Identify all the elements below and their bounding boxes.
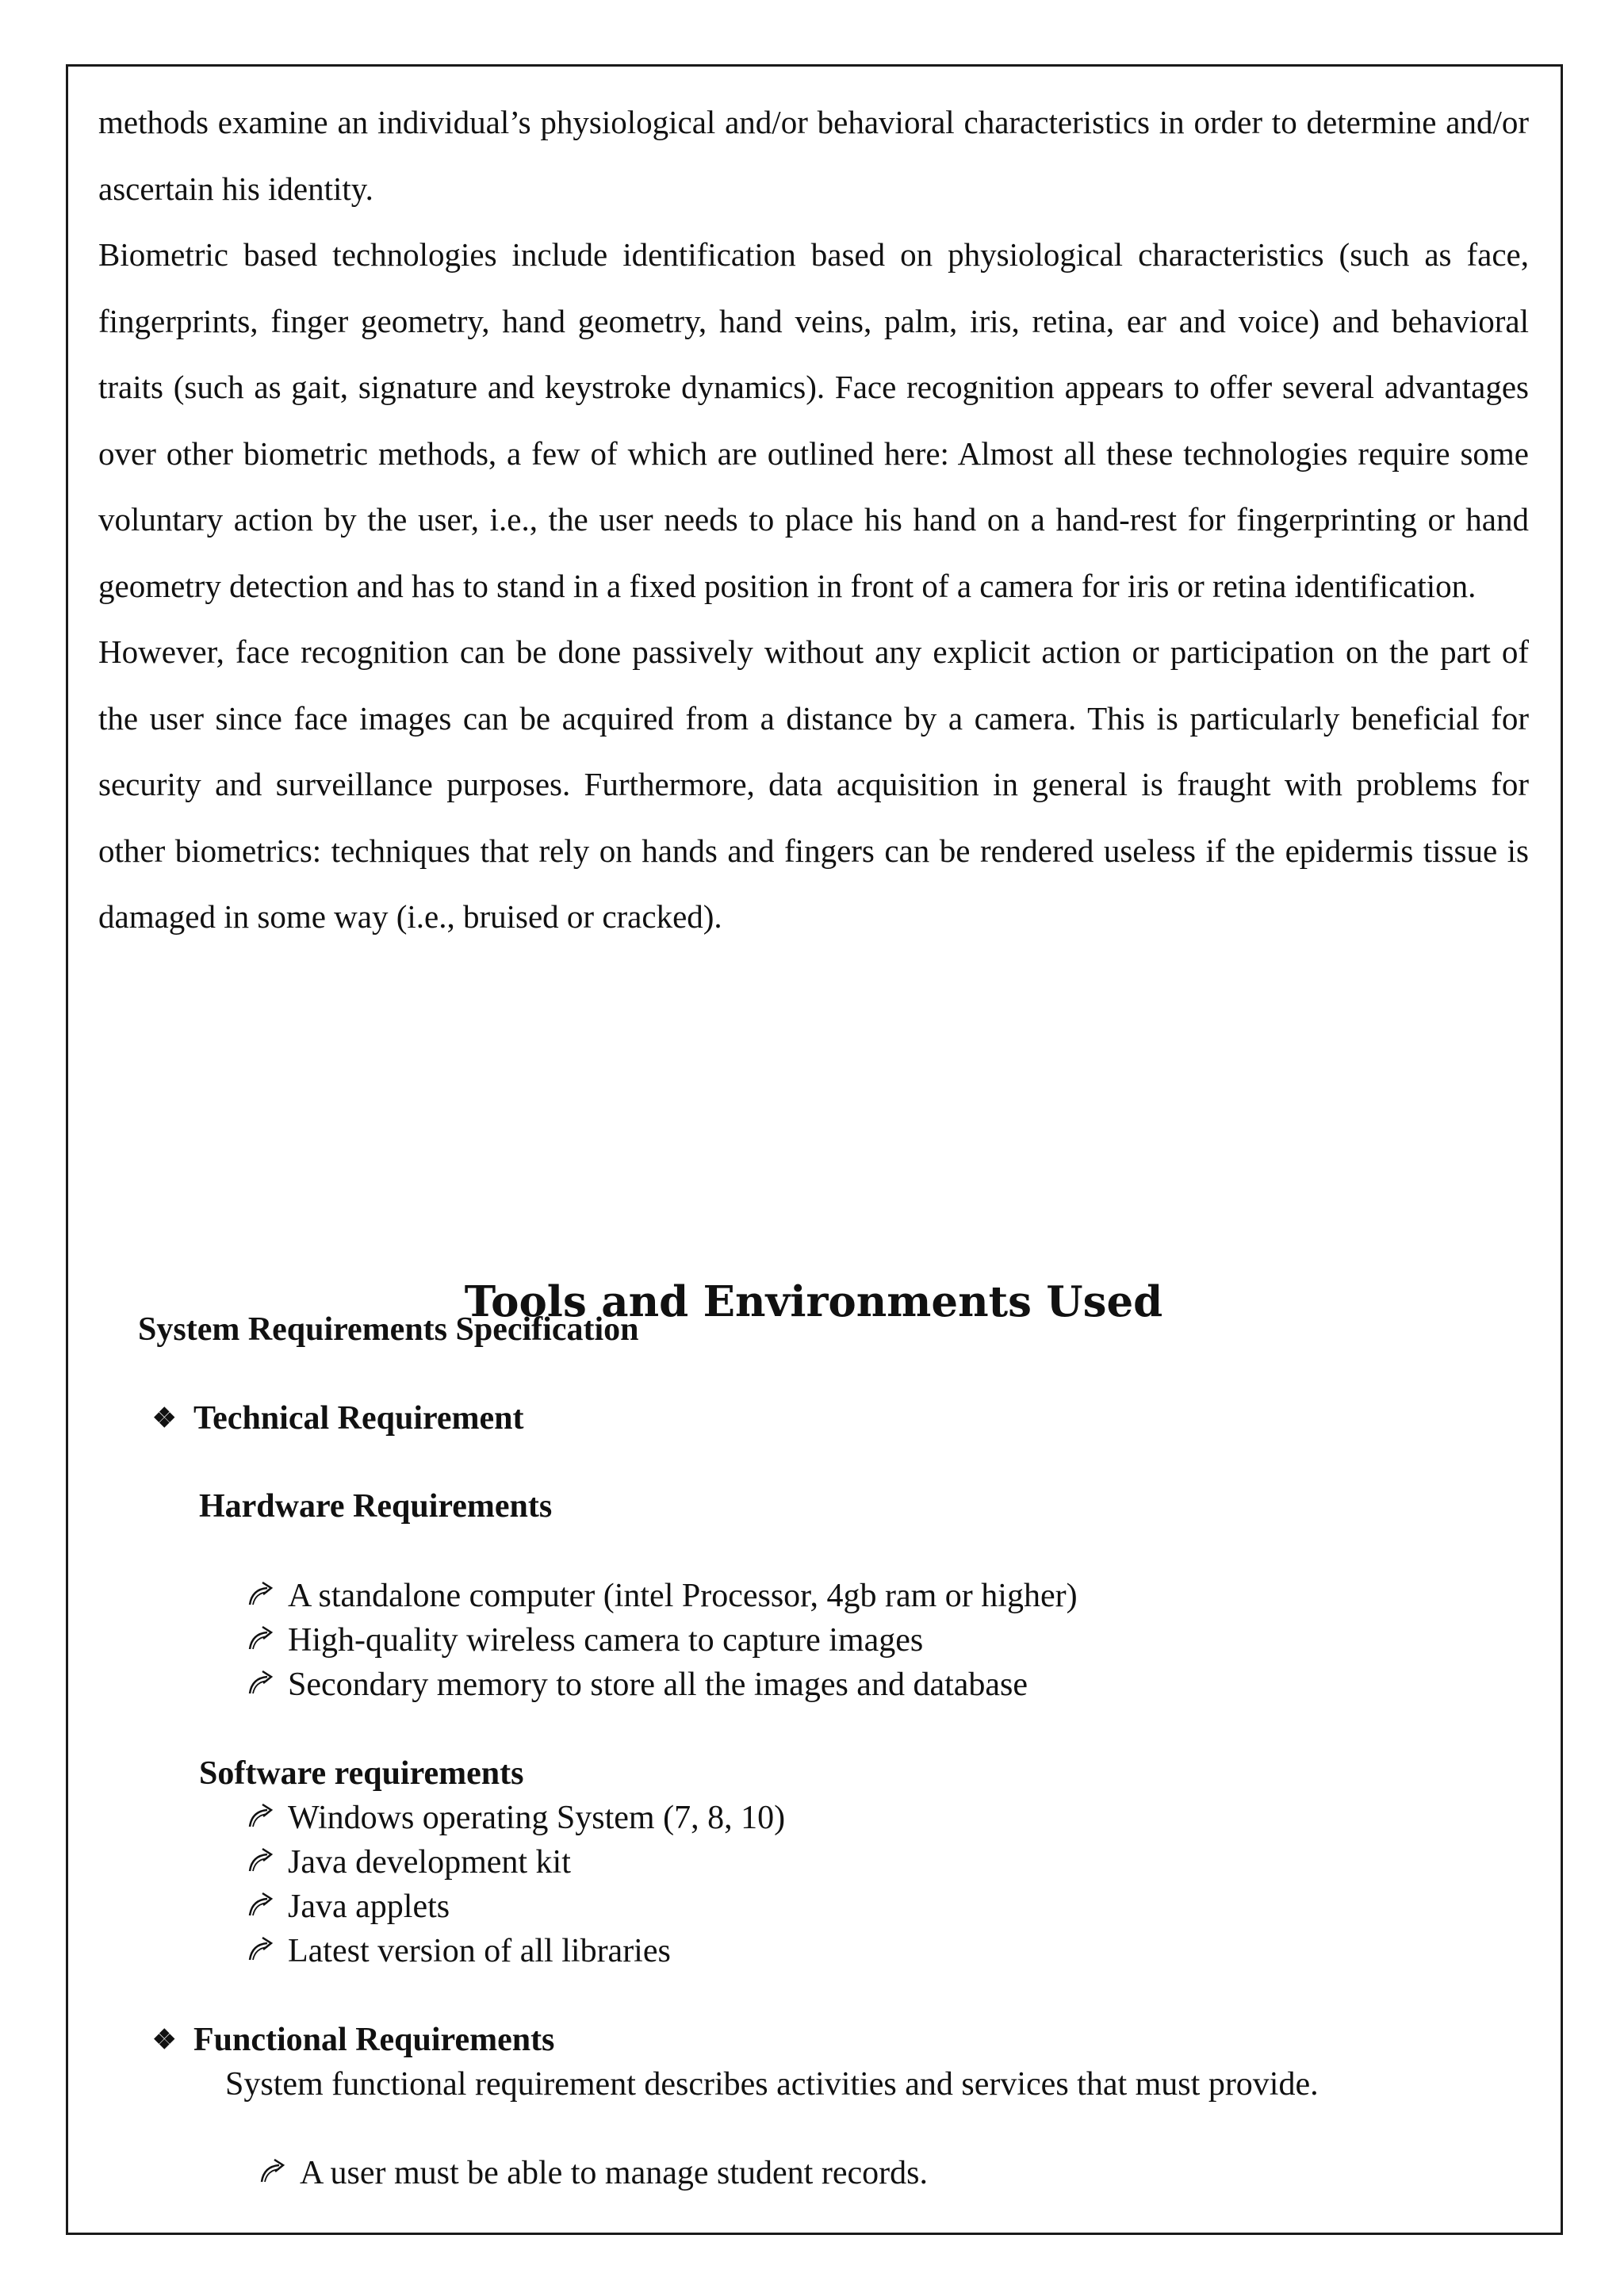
- curved-arrow-icon: [245, 1667, 288, 1698]
- paragraph-biometric: Biometric based technologies include identification based on physiological characteristics (such as face, fingerprints, finger geometry, hand geometry, hand veins, palm, iris, retina, ear and voice) and behavioral traits (such as gait, signature and keystroke dynamics). Face recognition appears to offer several advantages over other biometric methods, a few of which are outlined here: Almost all these technologies require some voluntary action by the user, i.e., the user needs to place his hand on a hand-rest for fingerprinting or hand geometry detection and has to stand in a fixed position in front of a camera for iris or retina identification.: [98, 236, 1529, 604]
- hardware-item-text: A standalone computer (intel Processor, 4gb ram or higher): [288, 1578, 1078, 1614]
- diamond-bullet-icon: ❖: [152, 2026, 177, 2055]
- hardware-requirements-heading: Hardware Requirements: [199, 1488, 553, 1525]
- functional-requirements-heading: [152, 2021, 554, 2059]
- software-item-text: Java development kit: [288, 1844, 571, 1881]
- curved-arrow-icon: [245, 1844, 288, 1876]
- document-content: [98, 90, 1529, 2191]
- technical-requirement-heading: [152, 1399, 524, 1437]
- functional-item: [257, 2154, 928, 2192]
- functional-requirements-label: Functional Requirements: [193, 2022, 555, 2058]
- hardware-item-text: High-quality wireless camera to capture images: [288, 1622, 924, 1659]
- functional-item-text: A user must be able to manage student records.: [300, 2155, 928, 2191]
- hardware-item: [245, 1577, 1078, 1615]
- software-item: [245, 1932, 671, 1970]
- curved-arrow-icon: [245, 1888, 288, 1920]
- functional-description: System functional requirement describes activities and services that must provide.: [225, 2066, 1319, 2103]
- hardware-item-text: Secondary memory to store all the images and database: [288, 1667, 1028, 1703]
- software-item: [245, 1843, 571, 1881]
- srs-heading: System Requirements Specification: [138, 1311, 639, 1348]
- software-item: [245, 1888, 450, 1926]
- software-item: [245, 1799, 785, 1837]
- software-item-text: Windows operating System (7, 8, 10): [288, 1800, 786, 1836]
- software-item-text: Java applets: [288, 1888, 450, 1925]
- section-title: Tools and Environments Used: [464, 1277, 1163, 1326]
- hardware-item: [245, 1666, 1028, 1704]
- paragraph-intro: methods examine an individual’s physiological and/or behavioral characteristics in order to determine and/or ascertain his identity.: [98, 104, 1529, 207]
- curved-arrow-icon: [245, 1578, 288, 1609]
- diamond-bullet-icon: ❖: [152, 1404, 177, 1433]
- curved-arrow-icon: [245, 1933, 288, 1965]
- software-item-text: Latest version of all libraries: [288, 1933, 671, 1969]
- curved-arrow-icon: [245, 1622, 288, 1654]
- technical-requirement-label: Technical Requirement: [193, 1400, 524, 1437]
- curved-arrow-icon: [245, 1800, 288, 1831]
- software-requirements-heading: Software requirements: [199, 1755, 524, 1792]
- paragraph-face-recognition: However, face recognition can be done passively without any explicit action or participation on the part of the user since face images can be acquired from a distance by a camera. This is particularly beneficial for security and surveillance purposes. Furthermore, data acquisition in general is fraught with problems for other biometrics: techniques that rely on hands and fingers can be rendered useless if the epidermis tissue is damaged in some way (i.e., bruised or cracked).: [98, 633, 1529, 935]
- hardware-item: [245, 1621, 923, 1659]
- curved-arrow-icon: [257, 2155, 300, 2187]
